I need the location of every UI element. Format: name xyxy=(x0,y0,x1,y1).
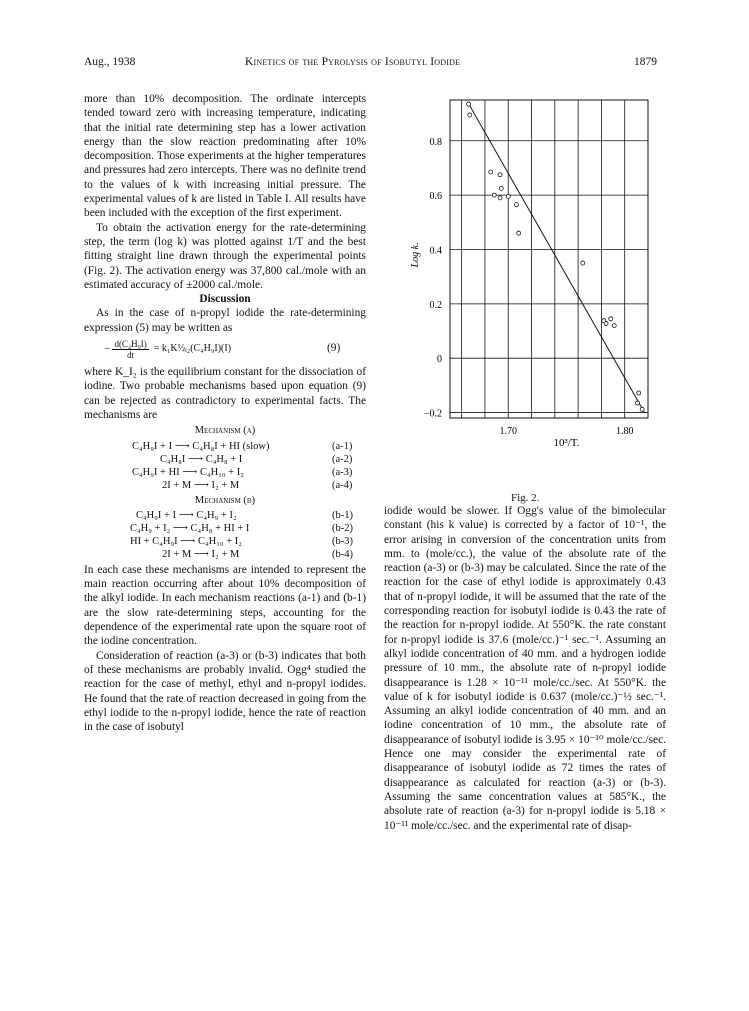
reaction: C₄H₈I ⟶ C₄H₈ + I xyxy=(160,453,243,465)
data-point xyxy=(637,391,641,395)
section-heading-discussion: Discussion xyxy=(199,293,251,306)
data-point xyxy=(492,193,496,197)
reaction: C₄H₉I + I ⟶ C₄H₉ + I₂ xyxy=(136,509,237,521)
data-point xyxy=(609,317,613,321)
paragraph: In each case these mechanisms are intended to represent the main reaction occurring after about 10% decomposition of the alkyl iodide. In each mechanism reactions (a-1) and (b-1) are the slow rate-determining steps, accounting for the dependence of the experimental rate upon the square root of the iodine concentration. xyxy=(84,563,366,648)
figure-caption: Fig. 2. xyxy=(511,492,540,504)
data-point xyxy=(467,102,471,106)
y-tick-label: −0.2 xyxy=(423,408,442,420)
reaction: C₄H₉ + I₂ ⟶ C₄H₈ + HI + I xyxy=(130,522,250,534)
equation-denominator: dt xyxy=(127,350,135,361)
reaction: 2I + M ⟶ I₂ + M xyxy=(162,548,240,560)
page-number: 1879 xyxy=(634,56,657,68)
reaction: HI + C₄H₉I ⟶ C₄H₁₀ + I₂ xyxy=(130,535,242,547)
data-point xyxy=(499,186,503,190)
mechanism-row xyxy=(84,535,366,548)
mechanism-row xyxy=(84,453,366,466)
reaction: 2I + M ⟶ I₂ + M xyxy=(162,479,240,491)
mechanism-row xyxy=(84,440,366,453)
mechanism-row xyxy=(84,466,366,479)
data-point xyxy=(489,170,493,174)
x-tick-label: 1.80 xyxy=(615,426,634,437)
reaction-label: (b-2) xyxy=(332,522,353,534)
equation-minus: − xyxy=(104,343,111,356)
data-point xyxy=(514,203,518,207)
equation-fraction xyxy=(112,339,148,360)
paragraph: more than 10% decomposition. The ordinate intercepts tended toward zero with increasing temperature, indicating that the initial rate determining step has a lower activation energy than the slow reaction predominating after 10% decomposition. Those experiments at the higher temperatures and pressures had zero intercepts. There was no definite trend to the values of k with increasing initial pressure. The experimental values of k are listed in Table I. All results have been included with the exception of the first experiment. xyxy=(84,93,366,220)
equation-number: (9) xyxy=(327,342,341,355)
x-tick-label: 1.70 xyxy=(499,426,517,437)
x-axis-label: 10³/T. xyxy=(553,437,580,449)
y-tick-label: 0 xyxy=(437,354,442,366)
data-point xyxy=(468,113,472,117)
paragraph: where K_I₂ is the equilibrium constant for the dissociation of iodine. Two probable mechanisms based upon equation (9) can be rejected as contradictory to experimental facts. The mechanisms are xyxy=(84,366,366,421)
data-point xyxy=(498,196,502,200)
data-point xyxy=(517,231,521,235)
data-point xyxy=(604,321,608,325)
running-head-title: Kinetics of the Pyrolysis of Isobutyl Iodide xyxy=(245,56,461,68)
equation-9 xyxy=(84,335,366,365)
mechanism-a-title: Mechanism (a) xyxy=(194,425,256,437)
reaction: C₄H₉I + HI ⟶ C₄H₁₀ + I₂ xyxy=(132,466,244,478)
reaction-label: (a-1) xyxy=(332,440,353,452)
plot-frame xyxy=(450,100,648,418)
y-axis-label: Log k. xyxy=(410,242,421,268)
mechanism-row xyxy=(84,548,366,561)
data-point xyxy=(581,261,585,265)
y-tick-label: 0.8 xyxy=(429,136,442,148)
reaction-label: (a-4) xyxy=(332,479,353,491)
mechanism-row xyxy=(84,479,366,492)
left-column xyxy=(84,92,366,734)
mechanism-b-title: Mechanism (b) xyxy=(194,494,256,506)
reaction-label: (b-3) xyxy=(332,535,353,547)
mechanism-row xyxy=(84,522,366,535)
paragraph: As in the case of n-propyl iodide the rate-determining expression (5) may be written as xyxy=(84,307,366,334)
data-point xyxy=(636,401,640,405)
reaction-label: (b-4) xyxy=(332,548,353,560)
mechanism-row xyxy=(84,509,366,522)
paragraph: To obtain the activation energy for the rate-determining step, the term (log k) was plotted against 1/T and the best fitting straight line drawn through the experimental points (Fig. 2). The activation energy was 37,800 cal./mole with an estimated accuracy of ±2000 cal./mole. xyxy=(84,221,366,291)
data-point xyxy=(612,324,616,328)
reaction-label: (b-1) xyxy=(332,509,353,521)
paragraph: Consideration of reaction (a-3) or (b-3) indicates that both of these mechanisms are probably invalid. Ogg⁴ studied the reaction for the case of methyl, ethyl and n-propyl iodides. He found that the rate of reaction decreased in going from the ethyl iodide to the n-propyl iodide, hence the rate of reaction in the case of isobutyl xyxy=(84,649,366,734)
running-head-date: Aug., 1938 xyxy=(84,56,136,68)
data-point xyxy=(640,407,644,411)
y-tick-label: 0.2 xyxy=(429,299,442,311)
paragraph: iodide would be slower. If Ogg's value of the bimolecular constant (his k value) is corrected by a factor of 10⁻¹, the error arising in conversion of the concentration units from mm. to (mole/cc.), the value of the absolute rate of the reaction (a-3) or (b-3) may be calculated. Since the rate of the reaction for the case of ethyl iodide is approximately 0.43 that of n-propyl iodide, it will be assumed that the rate of the corresponding reaction for isobutyl iodide is 0.43 the rate of the reaction for n-propyl iodide. At 550°K. the rate constant for n-propyl iodide is 37.6 (mole/cc.)⁻¹ sec.⁻¹. Assuming an alkyl iodide concentration of 40 mm. and a hydrogen iodide pressure of 10 mm., the absolute rate of n-propyl iodide disappearance is 1.28 × 10⁻¹¹ mole/cc./sec. At 550°K. the value of k for isobutyl iodide is 0.637 (mole/cc.)⁻½ sec.⁻¹. Assuming an alkyl iodide concentration of 40 mm. and an iodine concentration of 10 mm., the absolute rate of disappearance of isobutyl iodide is 3.95 × 10⁻¹⁰ mole/cc./sec. Hence one may consider the experimental rate of disappearance of isobutyl iodide as 72 times the rates of disappearance as calculated for reaction (a-3) or (b-3). Assuming the same concentration values at 585°K., the absolute rate of reaction (a-3) for n-propyl iodide is 5.18 × 10⁻¹¹ mole/cc./sec. and the experimental rate of disap- xyxy=(384,505,666,832)
tick-labels xyxy=(424,137,634,437)
right-column xyxy=(384,490,666,833)
reaction-label: (a-2) xyxy=(332,453,353,465)
equation-rhs: = k₁K½ᵢ₂(C₄H₉I)(I) xyxy=(153,343,232,355)
equation-numerator: d(C₄H₉I) xyxy=(114,339,147,350)
best-fit-line xyxy=(468,103,644,413)
figure-2-plot xyxy=(382,88,682,498)
y-tick-label: 0.4 xyxy=(429,245,442,257)
reaction: C₄H₉I + I ⟶ C₄H₈I + HI (slow) xyxy=(132,440,270,452)
reaction-label: (a-3) xyxy=(332,466,353,478)
y-tick-label: 0.6 xyxy=(429,191,442,203)
data-point xyxy=(506,194,510,198)
plot-grid xyxy=(450,100,648,418)
data-point xyxy=(498,173,502,177)
